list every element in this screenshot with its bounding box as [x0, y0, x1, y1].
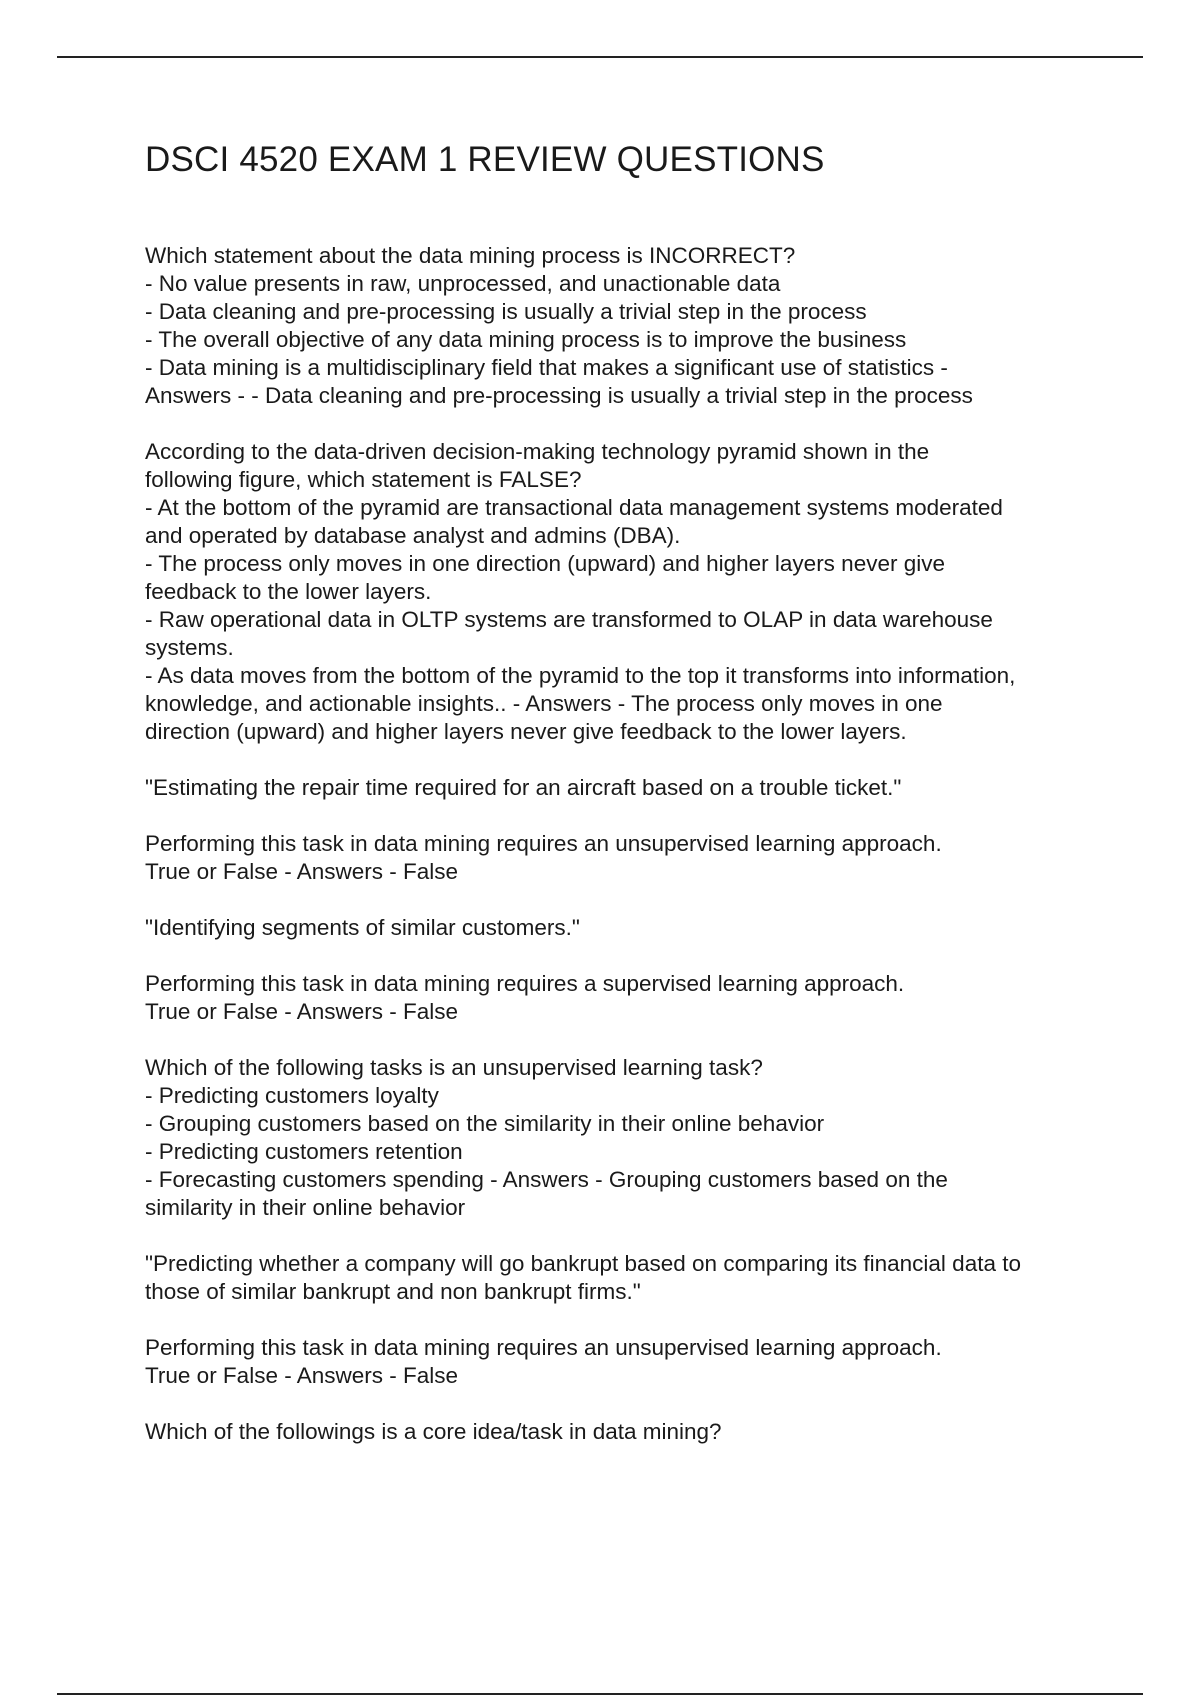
- text-line: - The overall objective of any data mining process is to improve the business: [145, 327, 907, 352]
- text-line: feedback to the lower layers.: [145, 579, 432, 604]
- text-line: systems.: [145, 635, 234, 660]
- question-block: [145, 830, 1095, 886]
- text-line: and operated by database analyst and admins (DBA).: [145, 523, 681, 548]
- text-line: - As data moves from the bottom of the pyramid to the top it transforms into information,: [145, 663, 1016, 688]
- document-title: DSCI 4520 EXAM 1 REVIEW QUESTIONS: [145, 140, 825, 179]
- question-list: [145, 242, 1095, 1474]
- text-line: - No value presents in raw, unprocessed, and unactionable data: [145, 271, 781, 296]
- text-line: - Raw operational data in OLTP systems are transformed to OLAP in data warehouse: [145, 607, 993, 632]
- text-line: "Estimating the repair time required for an aircraft based on a trouble ticket.": [145, 775, 902, 800]
- text-line: Performing this task in data mining requires an unsupervised learning approach.: [145, 1335, 942, 1360]
- text-line: - Predicting customers loyalty: [145, 1083, 439, 1108]
- text-line: - Data cleaning and pre-processing is usually a trivial step in the process: [145, 299, 867, 324]
- text-line: - Data mining is a multidisciplinary field that makes a significant use of statistics -: [145, 355, 948, 380]
- text-line: - Forecasting customers spending - Answers - Grouping customers based on the: [145, 1167, 948, 1192]
- text-line: According to the data-driven decision-making technology pyramid shown in the: [145, 439, 930, 464]
- text-line: "Predicting whether a company will go bankrupt based on comparing its financial data to: [145, 1251, 1021, 1276]
- text-line: "Identifying segments of similar customers.": [145, 915, 580, 940]
- text-line: True or False - Answers - False: [145, 859, 459, 884]
- text-line: those of similar bankrupt and non bankrupt firms.": [145, 1279, 641, 1304]
- text-line: similarity in their online behavior: [145, 1195, 466, 1220]
- text-line: Performing this task in data mining requires a supervised learning approach.: [145, 971, 905, 996]
- question-block: [145, 1054, 1095, 1222]
- text-line: Which of the followings is a core idea/task in data mining?: [145, 1419, 722, 1444]
- text-line: following figure, which statement is FALSE?: [145, 467, 582, 492]
- text-line: Which statement about the data mining process is INCORRECT?: [145, 243, 796, 268]
- text-line: direction (upward) and higher layers never give feedback to the lower layers.: [145, 719, 907, 744]
- question-block: [145, 914, 1095, 942]
- question-block: [145, 1250, 1095, 1306]
- question-block: [145, 970, 1095, 1026]
- question-block: [145, 438, 1095, 746]
- header-rule: [57, 56, 1143, 58]
- text-line: True or False - Answers - False: [145, 999, 459, 1024]
- text-line: - Predicting customers retention: [145, 1139, 463, 1164]
- text-line: - At the bottom of the pyramid are transactional data management systems moderated: [145, 495, 1003, 520]
- footer-rule: [57, 1693, 1143, 1695]
- question-block: [145, 242, 1095, 410]
- text-line: Which of the following tasks is an unsupervised learning task?: [145, 1055, 763, 1080]
- question-block: [145, 774, 1095, 802]
- question-block: [145, 1418, 1095, 1446]
- text-line: Answers - - Data cleaning and pre-processing is usually a trivial step in the process: [145, 383, 973, 408]
- text-line: - The process only moves in one direction (upward) and higher layers never give: [145, 551, 945, 576]
- text-line: Performing this task in data mining requires an unsupervised learning approach.: [145, 831, 942, 856]
- question-block: [145, 1334, 1095, 1390]
- text-line: knowledge, and actionable insights.. - Answers - The process only moves in one: [145, 691, 943, 716]
- text-line: True or False - Answers - False: [145, 1363, 459, 1388]
- text-line: - Grouping customers based on the similarity in their online behavior: [145, 1111, 825, 1136]
